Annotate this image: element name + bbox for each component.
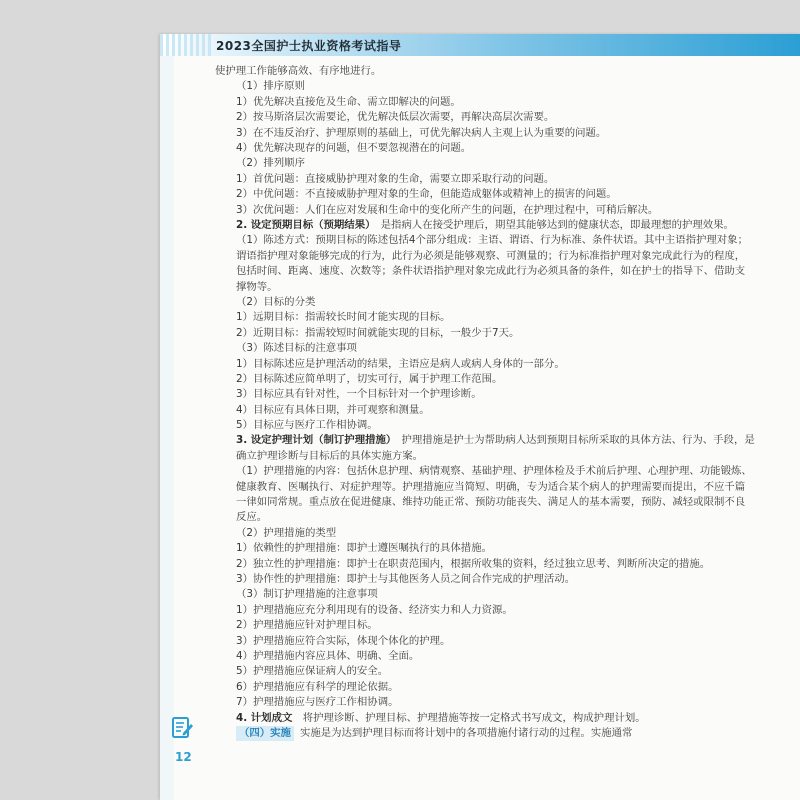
text-line: 使护理工作能够高效、有序地进行。	[215, 65, 382, 77]
list-item: 5）目标应与医疗工作相协调。	[236, 419, 378, 432]
paragraph-text: 实施是为达到护理目标而将计划中的各项措施付诸行动的过程。实施通常	[299, 726, 633, 739]
list-item: 3）目标应具有针对性，一个目标针对一个护理诊断。	[236, 388, 482, 401]
subheading: （3）陈述目标的注意事项	[236, 342, 357, 355]
section-heading: 2. 设定预期目标（预期结果）	[236, 218, 371, 231]
section-paragraph	[215, 711, 755, 726]
section-paragraph	[215, 433, 755, 464]
list-item: 3）在不违反治疗、护理原则的基础上，可优先解决病人主观上认为重要的问题。	[236, 126, 607, 139]
list-item: 2）中优问题：不直接威胁护理对象的生命，但能造成躯体或精神上的损害的问题。	[236, 188, 617, 201]
list-item: 1）远期目标：指需较长时间才能实现的目标。	[236, 311, 451, 324]
list-item: 2）按马斯洛层次需要论，优先解决低层次需要，再解决高层次需要。	[236, 111, 555, 124]
subheading: （2）排列顺序	[236, 157, 305, 170]
note-pencil-icon	[172, 716, 194, 740]
left-margin-band	[160, 56, 174, 800]
list-item: 1）护理措施应充分利用现有的设备、经济实力和人力资源。	[236, 603, 513, 616]
subheading: （2）目标的分类	[236, 295, 316, 308]
page-number: 12	[175, 750, 192, 764]
list-item: 2）独立性的护理措施：即护士在职责范围内，根据所收集的资料，经过独立思考、判断所决定的措施。	[236, 557, 711, 570]
section-heading: 4. 计划成文	[236, 711, 293, 724]
paragraph-text: 护理措施是护士为帮助病人达到预期目标所采取的具体方法、行为、手段，是确立护理诊断与目标后的具体实施方案。	[236, 434, 755, 462]
list-item: 1）目标陈述应是护理活动的结果，主语应是病人或病人身体的一部分。	[236, 357, 565, 370]
header-title: 2023全国护士执业资格考试指导	[216, 39, 402, 53]
list-item: 2）目标陈述应简单明了，切实可行，属于护理工作范围。	[236, 372, 503, 385]
list-item: 5）护理措施应保证病人的安全。	[236, 665, 389, 678]
list-item: 1）依赖性的护理措施：即护士遵医嘱执行的具体措施。	[236, 542, 492, 555]
subheading: （2）护理措施的类型	[236, 526, 337, 539]
section-paragraph	[215, 218, 755, 233]
paragraph: （1）护理措施的内容：包括休息护理、病情观察、基础护理、护理体检及手术前后护理、心理护理、功能锻炼、健康教育、医嘱执行、对症护理等。护理措施应当简短、明确，专为适合某个病人的护理需要而提出，不应千篇一律如同常规。重点放在促进健康、维持功能正常、预防功能丧失、满足人的基本需要，预防、减轻或限制不良反应。	[236, 465, 752, 524]
list-item: 2）近期目标：指需较短时间就能实现的目标，一般少于7天。	[236, 326, 520, 339]
list-item: 3）协作性的护理措施：即护士与其他医务人员之间合作完成的护理活动。	[236, 573, 576, 586]
list-item: 3）次优问题：人们在应对发展和生命中的变化所产生的问题，在护理过程中，可稍后解决。	[236, 203, 659, 216]
section-heading: 3. 设定护理计划（制订护理措施）	[236, 434, 392, 447]
list-item: 1）首优问题：直接威胁护理对象的生命，需要立即采取行动的问题。	[236, 172, 555, 185]
list-item: 4）护理措施内容应具体、明确、全面。	[236, 650, 420, 663]
list-item: 1）优先解决直接危及生命、需立即解决的问题。	[236, 95, 461, 108]
section-tag: （四）实施	[236, 726, 294, 741]
paragraph: （1）陈述方式：预期目标的陈述包括4个部分组成：主语、谓语、行为标准、条件状语。其中主语指护理对象；谓语指护理对象能够完成的行为，此行为必须是能够观察、可测量的；行为标准指护理对象完成此行为的程度，包括时间、距离、速度、次数等；条件状语指护理对象完成此行为必须具备的条件，如在护士的指导下、借助支撑物等。	[236, 234, 748, 293]
page-header	[160, 34, 800, 56]
list-item: 4）目标应有具体日期，并可观察和测量。	[236, 403, 430, 416]
list-item: 6）护理措施应有科学的理论依据。	[236, 680, 399, 693]
header-stripes	[160, 34, 214, 56]
subheading: （3）制订护理措施的注意事项	[236, 588, 378, 601]
list-item: 7）护理措施应与医疗工作相协调。	[236, 696, 399, 709]
paragraph-text: 是指病人在接受护理后，期望其能够达到的健康状态，即最理想的护理效果。	[380, 218, 734, 231]
subheading: （1）排序原则	[236, 80, 305, 93]
section-paragraph	[215, 726, 755, 741]
list-item: 4）优先解决现存的问题，但不要忽视潜在的问题。	[236, 141, 472, 154]
list-item: 3）护理措施应符合实际，体现个体化的护理。	[236, 634, 451, 647]
paragraph-text: 将护理诊断、护理目标、护理措施等按一定格式书写成文，构成护理计划。	[302, 711, 646, 724]
document-page	[160, 34, 800, 800]
list-item: 2）护理措施应针对护理目标。	[236, 619, 378, 632]
page-body	[215, 64, 755, 741]
